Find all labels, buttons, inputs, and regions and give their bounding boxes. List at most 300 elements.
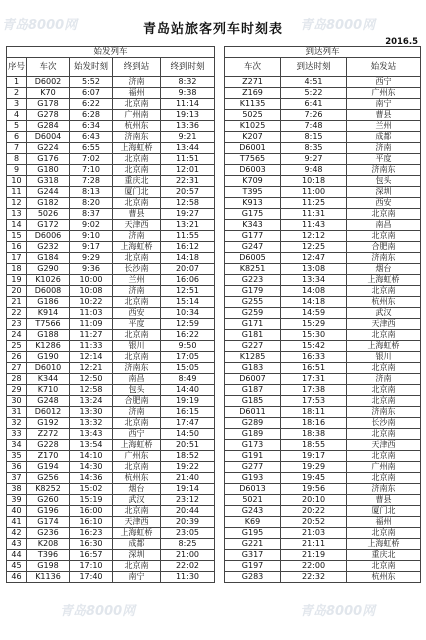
- arr-train-number: K709: [225, 176, 281, 187]
- origin-station: 北京南: [347, 330, 421, 341]
- depart-time: 12:50: [70, 374, 113, 385]
- arr-train-number: K69: [225, 517, 281, 528]
- row-index: 14: [7, 220, 27, 231]
- table-row: [7, 286, 421, 297]
- arr-train-number: G171: [225, 319, 281, 330]
- terminal-station: 济南: [113, 77, 161, 88]
- row-index: 16: [7, 242, 27, 253]
- terminal-station: 厦门北: [113, 187, 161, 198]
- table-row: [7, 495, 421, 506]
- arr-train-number: G243: [225, 506, 281, 517]
- col-header-arr-train: 车次: [225, 58, 281, 77]
- depart-time: 15:19: [70, 495, 113, 506]
- row-index: 46: [7, 572, 27, 583]
- depart-time: 11:33: [70, 341, 113, 352]
- terminal-time: 20:44: [161, 506, 215, 517]
- column-gap: [215, 506, 225, 517]
- arrive-time: 17:38: [281, 385, 347, 396]
- train-number: D6004: [27, 132, 70, 143]
- arrive-time: 14:08: [281, 286, 347, 297]
- terminal-time: 16:12: [161, 242, 215, 253]
- terminal-time: 22:02: [161, 561, 215, 572]
- origin-station: 福州: [347, 517, 421, 528]
- column-gap: [215, 517, 225, 528]
- terminal-station: 武汉: [113, 495, 161, 506]
- arrive-time: 11:43: [281, 220, 347, 231]
- col-header-train: 车次: [27, 58, 70, 77]
- arrive-time: 11:31: [281, 209, 347, 220]
- train-number: G192: [27, 418, 70, 429]
- depart-time: 17:40: [70, 572, 113, 583]
- arr-train-number: D6005: [225, 253, 281, 264]
- column-gap: [215, 297, 225, 308]
- arrive-time: 8:15: [281, 132, 347, 143]
- table-row: [7, 385, 421, 396]
- arrive-time: 7:26: [281, 110, 347, 121]
- column-gap: [215, 132, 225, 143]
- table-row: [7, 451, 421, 462]
- terminal-station: 烟台: [113, 484, 161, 495]
- column-gap: [215, 275, 225, 286]
- terminal-station: 西宁: [113, 429, 161, 440]
- depart-time: 10:00: [70, 275, 113, 286]
- row-index: 38: [7, 484, 27, 495]
- terminal-station: 西安: [113, 308, 161, 319]
- watermark-logo: 青岛8000网: [300, 18, 376, 33]
- terminal-time: 18:52: [161, 451, 215, 462]
- column-gap: [215, 308, 225, 319]
- arr-train-number: K343: [225, 220, 281, 231]
- origin-station: 北京南: [347, 385, 421, 396]
- arrive-time: 13:08: [281, 264, 347, 275]
- row-index: 18: [7, 264, 27, 275]
- terminal-time: 17:47: [161, 418, 215, 429]
- origin-station: 南昌: [347, 220, 421, 231]
- train-number: G284: [27, 121, 70, 132]
- row-index: 8: [7, 154, 27, 165]
- row-index: 20: [7, 286, 27, 297]
- train-number: G174: [27, 517, 70, 528]
- train-number: G278: [27, 110, 70, 121]
- terminal-station: 天津西: [113, 517, 161, 528]
- watermark-logo: 青岛8000网: [300, 604, 376, 619]
- table-row: [7, 319, 421, 330]
- table-row: [7, 440, 421, 451]
- arrive-time: 18:16: [281, 418, 347, 429]
- terminal-time: 10:34: [161, 308, 215, 319]
- column-gap: [215, 495, 225, 506]
- depart-time: 15:02: [70, 484, 113, 495]
- terminal-station: 兰州: [113, 275, 161, 286]
- terminal-time: 13:36: [161, 121, 215, 132]
- column-gap: [215, 451, 225, 462]
- table-row: [7, 198, 421, 209]
- train-number: 5026: [27, 209, 70, 220]
- origin-station: 曹县: [347, 495, 421, 506]
- depart-time: 16:00: [70, 506, 113, 517]
- column-gap: [215, 473, 225, 484]
- origin-station: 武汉: [347, 308, 421, 319]
- row-index: 26: [7, 352, 27, 363]
- column-gap: [215, 58, 225, 77]
- arrive-time: 9:48: [281, 165, 347, 176]
- row-index: 17: [7, 253, 27, 264]
- arr-train-number: G277: [225, 462, 281, 473]
- origin-station: 济南: [347, 374, 421, 385]
- depart-time: 17:10: [70, 561, 113, 572]
- column-gap: [215, 407, 225, 418]
- terminal-time: 8:32: [161, 77, 215, 88]
- arr-train-number: K207: [225, 132, 281, 143]
- terminal-station: 北京南: [113, 330, 161, 341]
- terminal-time: 16:06: [161, 275, 215, 286]
- terminal-time: 11:55: [161, 231, 215, 242]
- depart-time: 6:22: [70, 99, 113, 110]
- table-row: [7, 407, 421, 418]
- arr-train-number: G193: [225, 473, 281, 484]
- terminal-station: 上海虹桥: [113, 242, 161, 253]
- terminal-time: 9:38: [161, 88, 215, 99]
- train-number: G188: [27, 330, 70, 341]
- terminal-station: 北京南: [113, 165, 161, 176]
- table-row: [7, 418, 421, 429]
- row-index: 33: [7, 429, 27, 440]
- row-index: 31: [7, 407, 27, 418]
- arrive-time: 13:34: [281, 275, 347, 286]
- column-gap: [215, 242, 225, 253]
- column-gap: [215, 484, 225, 495]
- column-gap: [215, 418, 225, 429]
- depart-time: 9:02: [70, 220, 113, 231]
- origin-station: 长沙南: [347, 418, 421, 429]
- arr-train-number: G173: [225, 440, 281, 451]
- column-gap: [215, 176, 225, 187]
- depart-time: 5:52: [70, 77, 113, 88]
- arrive-time: 18:38: [281, 429, 347, 440]
- column-gap: [215, 561, 225, 572]
- table-row: [7, 99, 421, 110]
- terminal-station: 杭州东: [113, 121, 161, 132]
- column-gap: [215, 319, 225, 330]
- terminal-time: 15:05: [161, 363, 215, 374]
- origin-station: 兰州: [347, 121, 421, 132]
- terminal-time: 20:51: [161, 440, 215, 451]
- terminal-station: 广州东: [113, 451, 161, 462]
- origin-station: 银川: [347, 352, 421, 363]
- terminal-station: 福州: [113, 88, 161, 99]
- depart-time: 16:10: [70, 517, 113, 528]
- arrive-time: 14:18: [281, 297, 347, 308]
- terminal-time: 9:50: [161, 341, 215, 352]
- origin-station: 北京南: [347, 209, 421, 220]
- terminal-time: 15:14: [161, 297, 215, 308]
- table-row: [7, 473, 421, 484]
- row-index: 19: [7, 275, 27, 286]
- origin-station: 杭州东: [347, 297, 421, 308]
- col-header-terminal-time: 终到时刻: [161, 58, 215, 77]
- table-row: [7, 220, 421, 231]
- terminal-time: 13:44: [161, 143, 215, 154]
- train-number: T396: [27, 550, 70, 561]
- arr-train-number: Z271: [225, 77, 281, 88]
- origin-station: 济南东: [347, 407, 421, 418]
- train-number: K8252: [27, 484, 70, 495]
- origin-station: 重庆北: [347, 550, 421, 561]
- train-number: G186: [27, 297, 70, 308]
- terminal-time: 23:05: [161, 528, 215, 539]
- col-header-index: 序号: [7, 58, 27, 77]
- train-number: G224: [27, 143, 70, 154]
- arr-train-number: D6013: [225, 484, 281, 495]
- depart-time: 7:28: [70, 176, 113, 187]
- terminal-time: 12:51: [161, 286, 215, 297]
- table-row: [7, 110, 421, 121]
- origin-station: 曹县: [347, 110, 421, 121]
- arr-train-number: G289: [225, 418, 281, 429]
- arr-train-number: G223: [225, 275, 281, 286]
- terminal-station: 天津西: [113, 220, 161, 231]
- arrive-time: 5:22: [281, 88, 347, 99]
- train-number: G190: [27, 352, 70, 363]
- row-index: 35: [7, 451, 27, 462]
- arr-train-number: G191: [225, 451, 281, 462]
- train-number: G172: [27, 220, 70, 231]
- train-number: G180: [27, 165, 70, 176]
- terminal-time: 12:58: [161, 198, 215, 209]
- depart-time: 6:55: [70, 143, 113, 154]
- terminal-time: 14:50: [161, 429, 215, 440]
- terminal-station: 长沙南: [113, 264, 161, 275]
- arr-train-number: K913: [225, 198, 281, 209]
- row-index: 10: [7, 176, 27, 187]
- origin-station: 北京南: [347, 363, 421, 374]
- column-gap: [215, 539, 225, 550]
- table-row: [7, 561, 421, 572]
- table-row: [7, 517, 421, 528]
- terminal-station: 银川: [113, 341, 161, 352]
- arr-train-number: K1025: [225, 121, 281, 132]
- row-index: 42: [7, 528, 27, 539]
- origin-station: 北京南: [347, 473, 421, 484]
- terminal-time: 19:22: [161, 462, 215, 473]
- origin-station: 济南东: [347, 165, 421, 176]
- depart-time: 7:10: [70, 165, 113, 176]
- terminal-station: 上海虹桥: [113, 143, 161, 154]
- terminal-time: 22:31: [161, 176, 215, 187]
- column-gap: [215, 264, 225, 275]
- depart-time: 9:17: [70, 242, 113, 253]
- timetable: [6, 46, 421, 583]
- terminal-time: 12:01: [161, 165, 215, 176]
- terminal-time: 19:19: [161, 396, 215, 407]
- row-index: 29: [7, 385, 27, 396]
- origin-station: 北京南: [347, 429, 421, 440]
- train-number: G184: [27, 253, 70, 264]
- depart-time: 9:29: [70, 253, 113, 264]
- origin-station: 西宁: [347, 77, 421, 88]
- table-row: [7, 330, 421, 341]
- train-number: G182: [27, 198, 70, 209]
- train-number: Z272: [27, 429, 70, 440]
- terminal-time: 23:12: [161, 495, 215, 506]
- arr-train-number: D6007: [225, 374, 281, 385]
- column-gap: [215, 47, 225, 58]
- row-index: 43: [7, 539, 27, 550]
- column-gap: [215, 99, 225, 110]
- terminal-station: 济南: [113, 286, 161, 297]
- column-gap: [215, 209, 225, 220]
- origin-station: 北京南: [347, 528, 421, 539]
- table-row: [7, 429, 421, 440]
- arrive-time: 12:12: [281, 231, 347, 242]
- depart-time: 16:30: [70, 539, 113, 550]
- terminal-time: 9:21: [161, 132, 215, 143]
- train-number: G256: [27, 473, 70, 484]
- depart-time: 13:30: [70, 407, 113, 418]
- depart-time: 6:07: [70, 88, 113, 99]
- arr-train-number: D6003: [225, 165, 281, 176]
- row-index: 1: [7, 77, 27, 88]
- column-gap: [215, 77, 225, 88]
- terminal-time: 11:30: [161, 572, 215, 583]
- train-number: K710: [27, 385, 70, 396]
- terminal-station: 北京南: [113, 561, 161, 572]
- arrive-time: 4:51: [281, 77, 347, 88]
- column-gap: [215, 286, 225, 297]
- train-number: K208: [27, 539, 70, 550]
- origin-station: 北京南: [347, 451, 421, 462]
- arrive-time: 9:27: [281, 154, 347, 165]
- arrivals-section-title: 到达列车: [225, 47, 421, 58]
- row-index: 27: [7, 363, 27, 374]
- train-number: Z170: [27, 451, 70, 462]
- depart-time: 7:02: [70, 154, 113, 165]
- terminal-station: 南宁: [113, 572, 161, 583]
- depart-time: 16:23: [70, 528, 113, 539]
- column-gap: [215, 330, 225, 341]
- origin-station: 北京南: [347, 396, 421, 407]
- depart-time: 8:13: [70, 187, 113, 198]
- terminal-time: 11:14: [161, 99, 215, 110]
- depart-time: 8:37: [70, 209, 113, 220]
- arrive-time: 7:48: [281, 121, 347, 132]
- row-index: 12: [7, 198, 27, 209]
- terminal-time: 20:39: [161, 517, 215, 528]
- terminal-time: 16:22: [161, 330, 215, 341]
- column-gap: [215, 121, 225, 132]
- arr-train-number: G189: [225, 429, 281, 440]
- depart-time: 13:24: [70, 396, 113, 407]
- terminal-time: 8:49: [161, 374, 215, 385]
- arr-train-number: T395: [225, 187, 281, 198]
- train-number: K1136: [27, 572, 70, 583]
- arr-train-number: 5021: [225, 495, 281, 506]
- origin-station: 西安: [347, 198, 421, 209]
- depart-time: 6:34: [70, 121, 113, 132]
- table-row: [7, 143, 421, 154]
- arr-train-number: G185: [225, 396, 281, 407]
- terminal-station: 上海虹桥: [113, 528, 161, 539]
- origin-station: 上海虹桥: [347, 539, 421, 550]
- depart-time: 13:43: [70, 429, 113, 440]
- terminal-time: 21:40: [161, 473, 215, 484]
- page-title: 青岛站旅客列车时刻表: [142, 22, 283, 37]
- table-row: [7, 297, 421, 308]
- depart-time: 6:28: [70, 110, 113, 121]
- depart-time: 10:08: [70, 286, 113, 297]
- row-index: 41: [7, 517, 27, 528]
- table-row: [7, 550, 421, 561]
- arr-train-number: G283: [225, 572, 281, 583]
- depart-time: 10:22: [70, 297, 113, 308]
- arr-train-number: K1285: [225, 352, 281, 363]
- origin-station: 杭州东: [347, 572, 421, 583]
- row-index: 3: [7, 99, 27, 110]
- column-gap: [215, 187, 225, 198]
- terminal-time: 19:13: [161, 110, 215, 121]
- column-gap: [215, 528, 225, 539]
- depart-time: 14:10: [70, 451, 113, 462]
- arr-train-number: G187: [225, 385, 281, 396]
- terminal-time: 19:14: [161, 484, 215, 495]
- table-row: [7, 396, 421, 407]
- train-number: D6006: [27, 231, 70, 242]
- table-row: [7, 363, 421, 374]
- depart-time: 14:36: [70, 473, 113, 484]
- train-number: G318: [27, 176, 70, 187]
- terminal-station: 北京南: [113, 462, 161, 473]
- terminal-station: 北京南: [113, 99, 161, 110]
- terminal-station: 重庆北: [113, 176, 161, 187]
- train-number: G178: [27, 99, 70, 110]
- column-gap: [215, 396, 225, 407]
- table-row: [7, 176, 421, 187]
- arrive-time: 15:42: [281, 341, 347, 352]
- column-gap: [215, 550, 225, 561]
- row-index: 39: [7, 495, 27, 506]
- terminal-station: 北京南: [113, 154, 161, 165]
- col-header-origin: 始发站: [347, 58, 421, 77]
- column-gap: [215, 253, 225, 264]
- arrive-time: 22:32: [281, 572, 347, 583]
- arrive-time: 15:29: [281, 319, 347, 330]
- row-index: 13: [7, 209, 27, 220]
- train-number: G290: [27, 264, 70, 275]
- terminal-station: 平度: [113, 319, 161, 330]
- depart-time: 11:03: [70, 308, 113, 319]
- terminal-station: 南昌: [113, 374, 161, 385]
- arrive-time: 20:10: [281, 495, 347, 506]
- depart-time: 8:20: [70, 198, 113, 209]
- column-gap: [215, 220, 225, 231]
- column-gap: [215, 143, 225, 154]
- terminal-station: 北京南: [113, 198, 161, 209]
- arrive-time: 21:03: [281, 528, 347, 539]
- terminal-station: 北京南: [113, 253, 161, 264]
- origin-station: 深圳: [347, 187, 421, 198]
- arr-train-number: Z169: [225, 88, 281, 99]
- arr-train-number: 5025: [225, 110, 281, 121]
- train-number: K1286: [27, 341, 70, 352]
- arrive-time: 20:22: [281, 506, 347, 517]
- row-index: 25: [7, 341, 27, 352]
- arr-train-number: G175: [225, 209, 281, 220]
- row-index: 5: [7, 121, 27, 132]
- arrive-time: 19:56: [281, 484, 347, 495]
- train-number: T7566: [27, 319, 70, 330]
- depart-time: 9:10: [70, 231, 113, 242]
- table-row: [7, 88, 421, 99]
